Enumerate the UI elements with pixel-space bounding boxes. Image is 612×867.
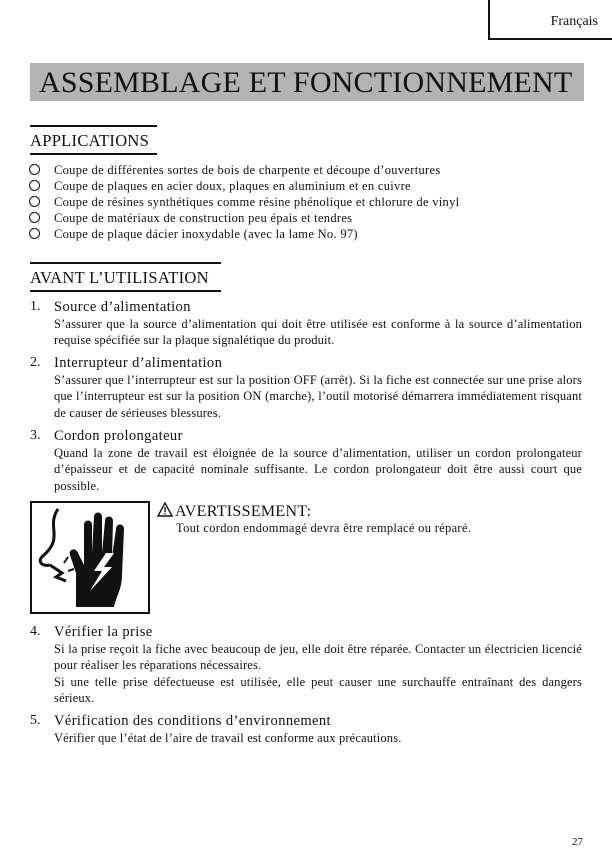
- item-number: 2.: [30, 355, 41, 370]
- heading-rule-bottom: [30, 290, 221, 292]
- warning-text: Tout cordon endommagé devra être remplacé ou réparé.: [176, 521, 472, 535]
- item-number: 1.: [30, 299, 41, 314]
- list-item-text: Coupe de résines synthétiques comme résine phénolique et chlorure de vinyl: [54, 195, 460, 209]
- page-title: ASSEMBLAGE ET FONCTIONNEMENT: [30, 63, 584, 101]
- circle-bullet-icon: [29, 212, 40, 223]
- item-body: [54, 641, 582, 706]
- language-tab: Français: [488, 0, 612, 40]
- item-paragraph: Si la prise reçoit la fiche avec beaucoup de jeu, elle doit être réparée. Contacter un électricien licencié pour réaliser les réparations nécessaires.: [54, 642, 582, 673]
- item-heading: Source d’alimentation: [54, 299, 191, 315]
- list-item: [29, 194, 459, 210]
- circle-bullet-icon: [29, 164, 40, 175]
- page-number: 27: [572, 836, 583, 848]
- circle-bullet-icon: [29, 180, 40, 191]
- list-item-text: Coupe de plaque dácier inoxydable (avec la lame No. 97): [54, 227, 358, 241]
- applications-heading-text: APPLICATIONS: [30, 131, 150, 150]
- circle-bullet-icon: [29, 228, 40, 239]
- list-item-text: Coupe de matériaux de construction peu épais et tendres: [54, 211, 353, 225]
- avant-heading-text: AVANT L’UTILISATION: [30, 268, 209, 287]
- warning-triangle-icon: [157, 502, 173, 522]
- item-body: [54, 372, 582, 421]
- item-body: [54, 316, 582, 349]
- item-number: 4.: [30, 624, 41, 639]
- applications-list: [29, 162, 459, 242]
- heading-rule-top: [30, 125, 157, 127]
- item-number: 5.: [30, 713, 41, 728]
- list-item-text: Coupe de plaques en acier doux, plaques en aluminium et en cuivre: [54, 179, 411, 193]
- electric-shock-warning-box: [30, 501, 150, 614]
- item-paragraph: Si une telle prise défectueuse est utilisée, elle peut causer une surchauffe entraînant des dangers sérieux.: [54, 674, 582, 705]
- item-paragraph: S’assurer que l’interrupteur est sur la position OFF (arrêt). Si la fiche est connectée sur une prise alors que l’interrupteur est sur la position ON (marche), l’outil motorisé démarrera immédiatement risquant de causer de sérieuses blessures.: [54, 373, 582, 420]
- item-paragraph: Quand la zone de travail est éloignée de la source d’alimentation, utiliser un cordon prolongateur d’épaisseur et de capacité nominale suffisante. Le cordon prolongateur doit être aussi court que possible.: [54, 446, 582, 493]
- avant-utilisation-heading: [30, 268, 209, 288]
- list-item: [29, 226, 459, 242]
- item-heading: Interrupteur d’alimentation: [54, 355, 223, 371]
- item-heading: Cordon prolongateur: [54, 428, 183, 444]
- item-body: [54, 445, 582, 494]
- warning-heading-text: AVERTISSEMENT:: [175, 503, 312, 520]
- circle-bullet-icon: [29, 196, 40, 207]
- item-heading: Vérifier la prise: [54, 624, 153, 640]
- item-number: 3.: [30, 428, 41, 443]
- item-heading: Vérification des conditions d’environnement: [54, 713, 331, 729]
- applications-heading: [30, 131, 149, 151]
- list-item-text: Coupe de différentes sortes de bois de charpente et découpe d’ouvertures: [54, 163, 441, 177]
- electric-shock-hand-icon: [32, 503, 148, 612]
- heading-rule-top: [30, 262, 221, 264]
- list-item: [29, 162, 459, 178]
- item-paragraph: Vérifier que l’état de l’aire de travail est conforme aux précautions.: [54, 731, 402, 745]
- list-item: [29, 210, 459, 226]
- item-body: [54, 730, 582, 746]
- list-item: [29, 178, 459, 194]
- heading-rule-bottom: [30, 153, 157, 155]
- warning-heading: [157, 502, 311, 522]
- item-paragraph: S’assurer que la source d’alimentation qui doit être utilisée est conforme à la source d’alimentation requise spécifiée sur la plaque signalétique du produit.: [54, 317, 582, 348]
